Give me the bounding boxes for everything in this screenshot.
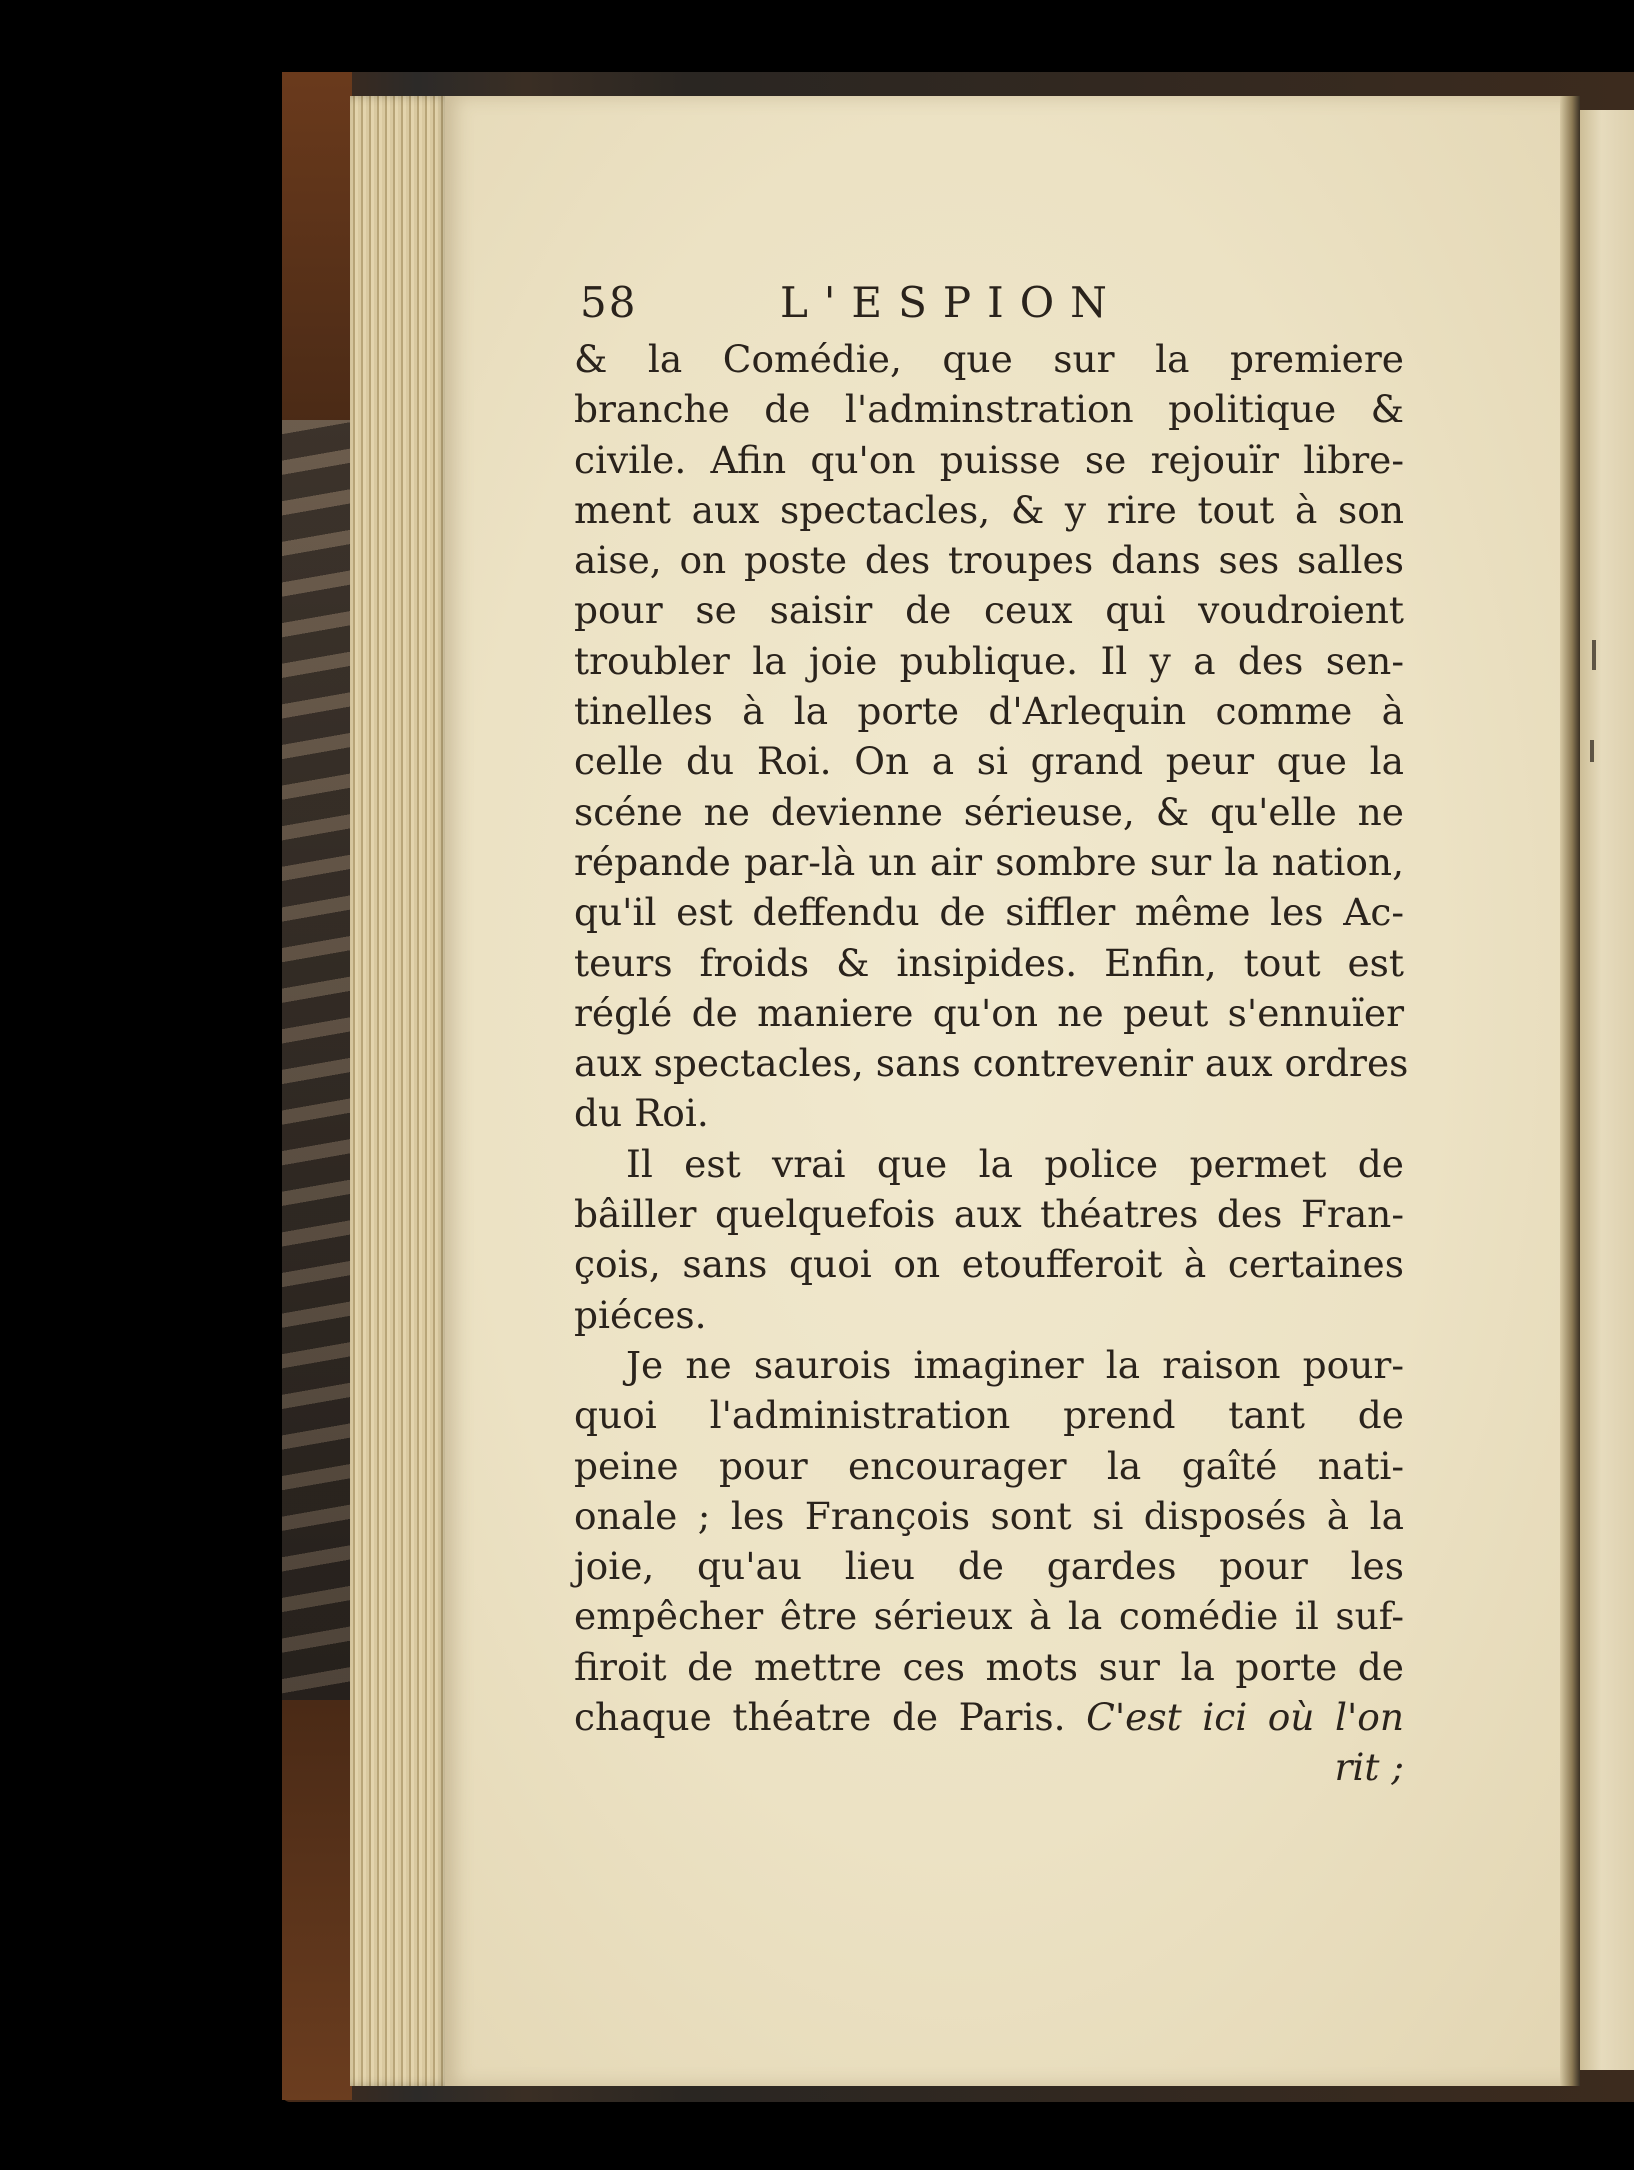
text-line: aise, on poste des troupes dans ses salles: [574, 538, 1404, 583]
catchword: rit ;: [1334, 1745, 1404, 1790]
paragraph-1: [574, 334, 1409, 1139]
text-line: branche de l'adminstration politique &: [574, 387, 1404, 432]
marbled-board: [282, 420, 352, 1700]
text-line-final: [574, 1692, 1404, 1742]
text-line: celle du Roi. On a si grand peur que la: [574, 739, 1404, 784]
text-line: Il est vrai que la police permet de: [626, 1141, 1404, 1186]
text-line: qu'il est deffendu de siffler même les Ac-: [574, 890, 1404, 935]
text-line: pour se saisir de ceux qui voudroient: [574, 588, 1404, 633]
page-gutter: [1560, 96, 1580, 2086]
facing-page-mark: [1590, 740, 1594, 762]
text-line: çois, sans quoi on etoufferoit à certaines: [574, 1242, 1404, 1287]
paragraph-2: [574, 1139, 1404, 1340]
leather-spine-bottom: [282, 1700, 352, 2100]
text-line: scéne ne devienne sérieuse, & qu'elle ne: [574, 789, 1404, 834]
text-line: joie, qu'au lieu de gardes pour les: [574, 1544, 1404, 1589]
paragraph-3: [574, 1340, 1404, 1742]
text-line: quoi l'administration prend tant de: [574, 1393, 1404, 1438]
text-line: onale ; les François sont si disposés à la: [574, 1493, 1404, 1538]
text-line: civile. Afin qu'on puisse se rejouïr libre-: [574, 437, 1404, 482]
text-line: répande par-là un air sombre sur la nation,: [574, 839, 1404, 884]
text-line: firoit de mettre ces mots sur la porte de: [574, 1644, 1404, 1689]
text-italic: C'est ici où l'on: [1086, 1695, 1405, 1740]
page-edges: [350, 96, 450, 2086]
text-line: Je ne saurois imaginer la raison pour-: [626, 1342, 1404, 1387]
running-head: [574, 272, 1404, 334]
text-line: peine pour encourager la gaîté nati-: [574, 1443, 1404, 1488]
facing-page-edge: [1580, 110, 1634, 2070]
facing-page-mark: [1592, 640, 1596, 670]
text-line: du Roi.: [574, 1091, 709, 1136]
text-line: teurs froids & insipides. Enfin, tout est: [574, 940, 1404, 985]
text-line: réglé de maniere qu'on ne peut s'ennuïer: [574, 990, 1404, 1035]
text-line: & la Comédie, que sur la premiere: [574, 337, 1404, 381]
text-roman: chaque théatre de Paris.: [574, 1695, 1066, 1740]
text-line: bâiller quelquefois aux théatres des Fran-: [574, 1192, 1404, 1237]
page-number: 58: [580, 278, 638, 327]
page-text: [574, 272, 1409, 1793]
text-line: empêcher être sérieux à la comédie il suf-: [574, 1594, 1404, 1639]
leather-spine-top: [282, 72, 352, 432]
running-title: L'ESPION: [780, 278, 1123, 327]
text-line: tinelles à la porte d'Arlequin comme à: [574, 689, 1404, 734]
text-line: ment aux spectacles, & y rire tout à son: [574, 487, 1404, 532]
text-line: piéces.: [574, 1292, 707, 1337]
text-line: aux spectacles, sans contrevenir aux ordres: [574, 1041, 1409, 1086]
text-line: troubler la joie publique. Il y a des sen-: [574, 638, 1404, 683]
